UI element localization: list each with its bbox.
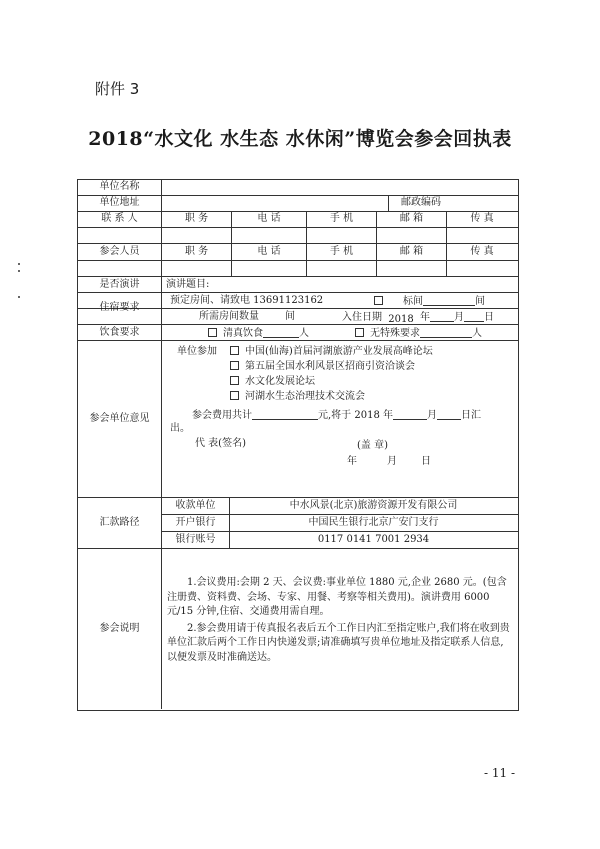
notes-paragraph-2: 2.参会费用请于传真报名表后五个工作日内汇至指定账户,我们将在收到贵单位汇款后两个工作日内快递发票;请准确填写贵单位地址及指定联系人信息,以便发票及时准确送达。 (167, 622, 510, 663)
col-position: 职 务 (184, 213, 209, 224)
col-mobile: 手 机 (329, 213, 354, 224)
seal-label: (盖 章) (357, 440, 388, 451)
notes-paragraph-1: 1.会议费用:会期 2 天、会议费:事业单位 1880 元,企业 2680 元。(包含注册费、资料费、会场、专家、用餐、考察等相关费用)。演讲费用 6000 元/15 分钟,住宿、交通费用需自理。 (167, 577, 507, 617)
page-number: - 11 - (483, 766, 515, 780)
margin-mark (18, 296, 20, 298)
payee-value: 中水风景(北京)旅游资源开发有限公司 (289, 500, 458, 511)
margin-mark (18, 263, 20, 265)
account-value: 0117 0141 7001 2934 (317, 534, 430, 545)
checkbox-icon[interactable] (355, 328, 364, 337)
label-unit-name: 单位名称 (99, 181, 140, 192)
account-label: 银行账号 (175, 534, 216, 545)
participate-label: 单位参加 (177, 346, 217, 357)
page-title: 2018“水文化 水生态 水休闲”博览会参会回执表 (88, 128, 512, 150)
rooms-needed[interactable]: 所需房间数量 间 (199, 311, 295, 322)
regular-diet-option[interactable]: 无特殊要求 人 (355, 327, 482, 340)
payee-label: 收款单位 (175, 500, 216, 511)
notes-text (167, 576, 512, 665)
checkbox-icon[interactable] (374, 296, 383, 305)
label-remit: 汇款路径 (99, 517, 140, 528)
col-email: 邮 箱 (399, 213, 424, 224)
checkbox-icon[interactable] (230, 361, 239, 370)
checkbox-icon[interactable] (230, 391, 239, 400)
label-dining: 饮食要求 (99, 327, 140, 338)
label-postcode: 邮政编码 (401, 197, 441, 208)
label-attendees: 参会人员 (99, 246, 140, 257)
halal-option[interactable]: 清真饮食 人 (208, 327, 309, 340)
forum-option[interactable]: 中国(仙海)首届河湖旅游产业发展高峰论坛 (230, 346, 433, 358)
sign-date: 年 月 日 (347, 456, 431, 467)
label-contact-person: 联 系 人 (101, 213, 138, 224)
attachment-label: 附件 3 (95, 80, 140, 98)
speech-topic-label: 演讲题目: (166, 279, 210, 290)
checkbox-icon[interactable] (230, 376, 239, 385)
col-position: 职 务 (184, 246, 209, 257)
col-email: 邮 箱 (399, 246, 424, 257)
label-unit-address: 单位地址 (99, 197, 140, 208)
checkbox-icon[interactable] (208, 328, 217, 337)
forum-option[interactable]: 第五届全国水利风景区招商引资洽谈会 (230, 361, 415, 373)
fee-line-end: 出。 (170, 423, 190, 434)
representative-signature: 代 表(签名) (195, 438, 246, 449)
col-fax: 传 真 (470, 213, 494, 224)
label-speech: 是否演讲 (99, 279, 140, 290)
checkin-date[interactable]: 入住日期 2018 年 月 日 (342, 312, 494, 325)
label-notes: 参会说明 (99, 623, 140, 634)
bank-value: 中国民生银行北京广安门支行 (308, 517, 439, 528)
forum-option[interactable]: 水文化发展论坛 (230, 376, 315, 388)
margin-mark (18, 270, 20, 272)
col-fax: 传 真 (470, 246, 494, 257)
label-lodging: 住宿要求 (99, 302, 140, 313)
label-opinion: 参会单位意见 (89, 413, 150, 424)
checkbox-icon[interactable] (230, 346, 239, 355)
bank-label: 开户银行 (175, 517, 216, 528)
fee-line[interactable]: 参会费用共计 元,将于 2018 年 月 日汇 (192, 410, 481, 421)
forum-option[interactable]: 河湖水生态治理技术交流会 (230, 391, 365, 403)
col-mobile: 手 机 (329, 246, 354, 257)
standard-room-option[interactable]: 标间 间 (374, 295, 485, 308)
lodging-phone-note: 预定房间、请致电 13691123162 (170, 295, 324, 306)
col-phone: 电 话 (257, 246, 281, 257)
col-phone: 电 话 (257, 213, 281, 224)
